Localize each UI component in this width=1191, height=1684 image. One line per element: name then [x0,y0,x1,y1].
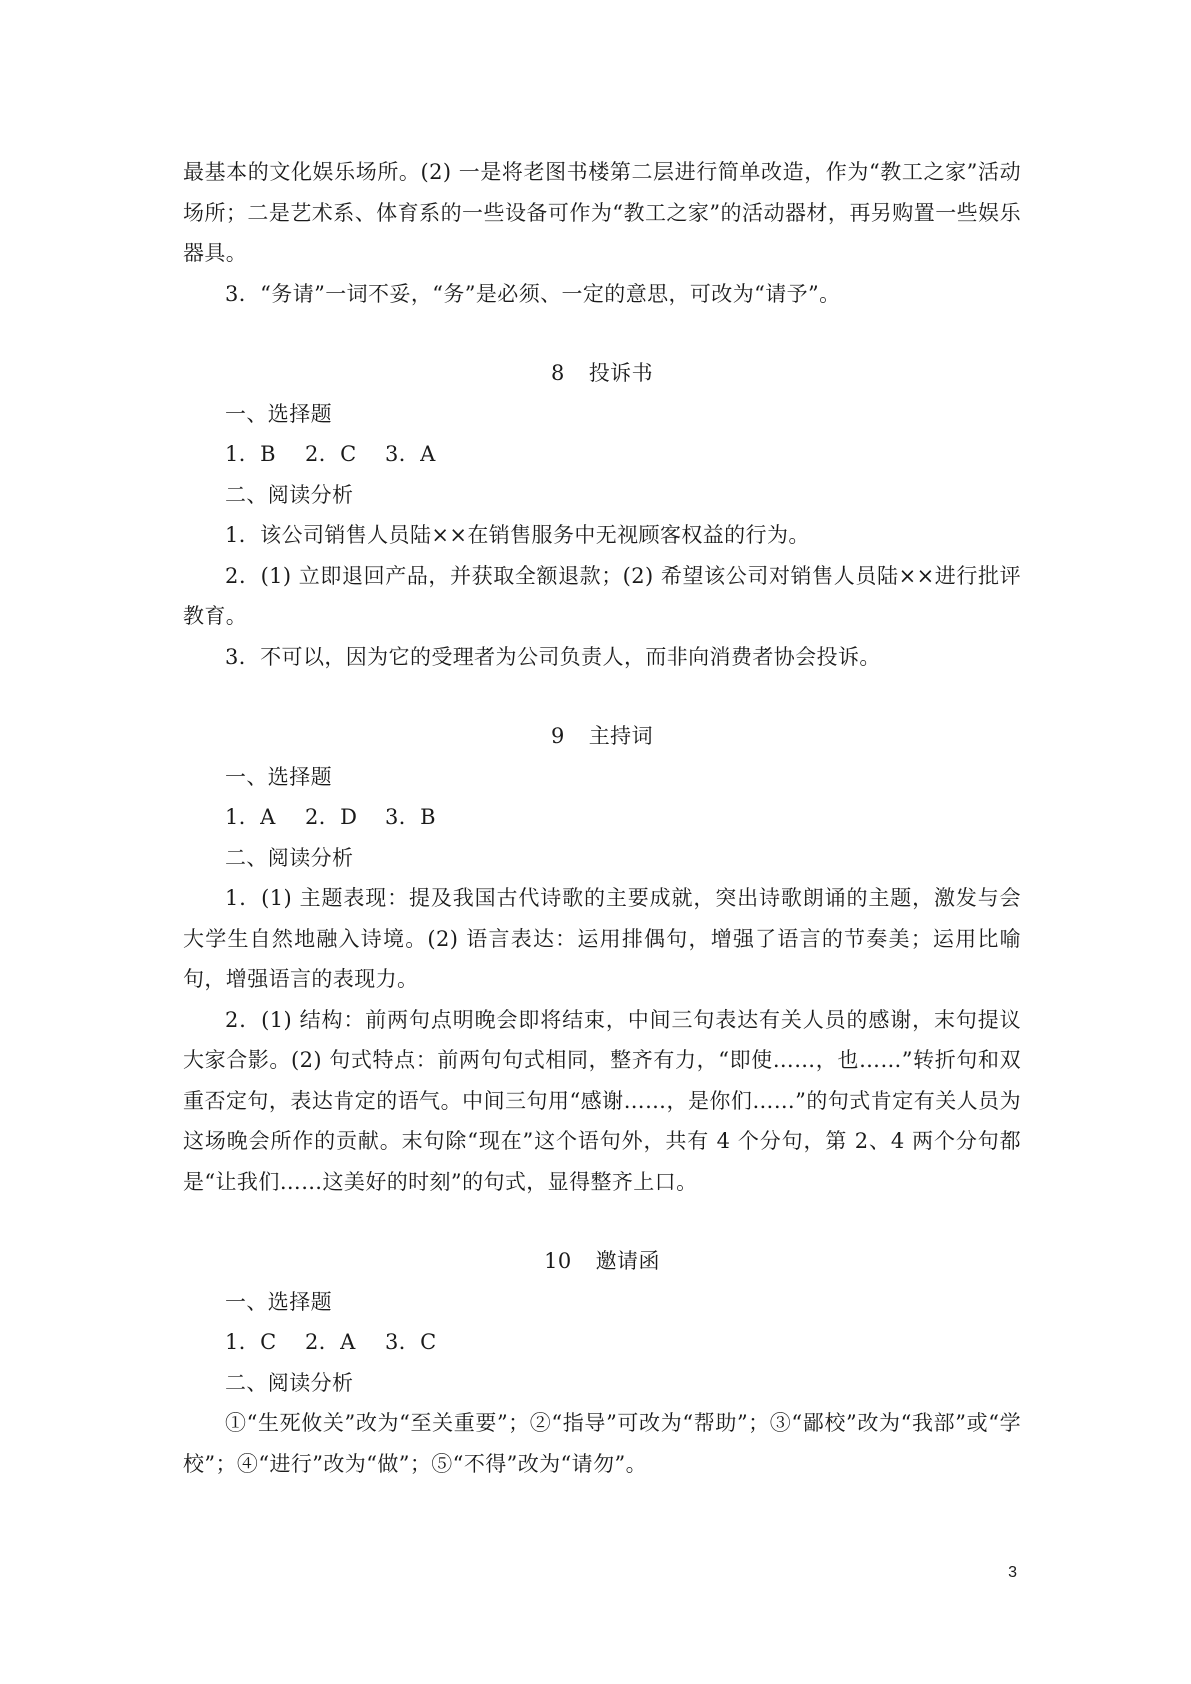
reading-answer: 2．(1) 结构：前两句点明晚会即将结束，中间三句表达有关人员的感谢，末句提议大家合影。(2) 句式特点：前两句句式相同，整齐有力，“即使……，也……”转折句和双重否定句，表达肯定的语气。中间三句用“感谢……，是你们……”的句式肯定有关人员为这场晚会所作的贡献。末句除“现在”这个语句外，共有 4 个分句，第 2、4 两个分句都是“让我们……这美好的时刻”的句式，显得整齐上口。 [183,1007,1021,1194]
document-body [183,152,1021,1484]
part-heading-choice: 一、选择题 [225,764,332,789]
reading-answer: 1．该公司销售人员陆××在销售服务中无视顾客权益的行为。 [225,523,810,547]
choice-answer: 3．B [385,805,436,829]
section-title: 邀请函 [595,1249,660,1273]
part-heading-reading: 二、阅读分析 [225,845,354,870]
section-title: 投诉书 [588,361,653,385]
choice-answer: 1．C [225,1330,277,1354]
choice-answer: 3．C [385,1330,437,1354]
part-heading-reading: 二、阅读分析 [225,482,354,507]
section-number: 8 [551,361,565,385]
choice-answers [183,1322,1021,1363]
choice-answer: 1．B [225,442,276,466]
choice-answer: 2．C [305,442,357,466]
section-title: 主持词 [588,724,653,748]
part-heading-choice: 一、选择题 [225,1289,332,1314]
choice-answers [183,797,1021,838]
reading-answer: ①“生死攸关”改为“至关重要”；②“指导”可改为“帮助”；③“鄙校”改为“我部”或“学校”；④“进行”改为“做”；⑤“不得”改为“请勿”。 [183,1411,1021,1476]
intro-answer-3: 3．“务请”一词不妥，“务”是必须、一定的意思，可改为“请予”。 [225,281,841,306]
choice-answers [183,434,1021,475]
choice-answer: 3．A [385,442,436,466]
reading-answer: 3．不可以，因为它的受理者为公司负责人，而非向消费者协会投诉。 [225,644,881,669]
reading-answer: 1．(1) 主题表现：提及我国古代诗歌的主要成就，突出诗歌朗诵的主题，激发与会大学生自然地融入诗境。(2) 语言表达：运用排偶句，增强了语言的节奏美；运用比喻句，增强语言的表现力。 [183,886,1021,991]
section-heading-8 [183,353,1021,394]
part-heading-reading: 二、阅读分析 [225,1370,354,1395]
page-number: 3 [1008,1564,1017,1581]
choice-answer: 2．A [305,1330,356,1354]
intro-paragraph: 最基本的文化娱乐场所。(2) 一是将老图书楼第二层进行简单改造，作为“教工之家”活动场所；二是艺术系、体育系的一些设备可作为“教工之家”的活动器材，再另购置一些娱乐器具。 [183,160,1021,265]
choice-answer: 1．A [225,805,276,829]
section-number: 10 [544,1249,572,1273]
reading-answer: 2．(1) 立即退回产品，并获取全额退款；(2) 希望该公司对销售人员陆××进行批评教育。 [183,563,1021,628]
section-heading-10 [183,1241,1021,1282]
section-heading-9 [183,716,1021,757]
section-number: 9 [551,724,565,748]
choice-answer: 2．D [305,805,358,829]
part-heading-choice: 一、选择题 [225,401,332,426]
